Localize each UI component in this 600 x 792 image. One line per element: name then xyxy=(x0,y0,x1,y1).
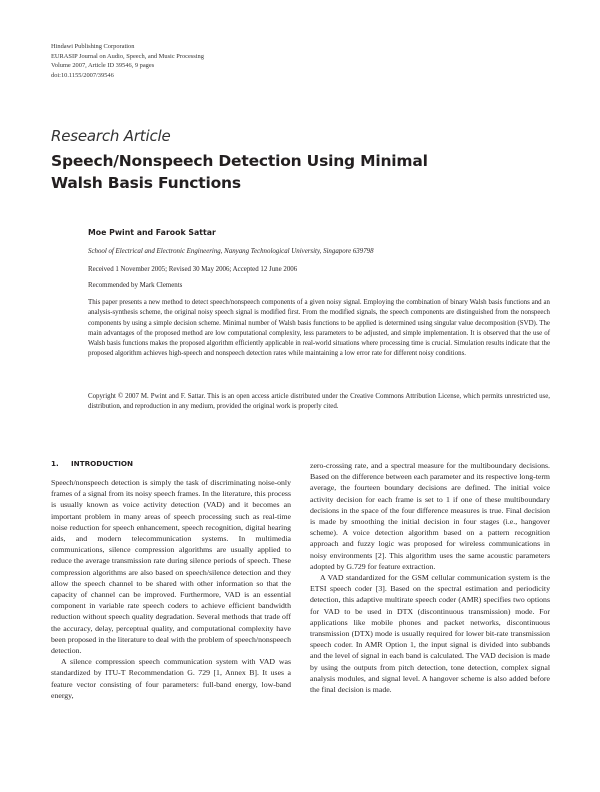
section-number: 1. xyxy=(51,459,59,468)
paragraph: A VAD standardized for the GSM cellular communication system is the ETSI speech coder [3]. Based on the spectral estimation and periodicity detection, this adaptive multirate speech coder (AMR) specifies two options for VAD to be used in DTX (discontinuous transmission) mode. For applications like mobile phones and packet networks, discontinuous transmission (DTX) mode is usually required for lower bit-rate transmission speech coder. In AMR Option 1, the input signal is divided into subbands and the level of signal in each band is calculated. The VAD decision is made by using the outputs from pitch detection, tone detection, complex signal analysis modules, and signal level. A hangover scheme is also added before the final decision is made. xyxy=(310,573,550,695)
paragraph: Speech/nonspeech detection is simply the task of discriminating noise-only frames of a signal from its noisy speech frames. In the literature, this process is usually known as voice activity detection (VAD) and it becomes an important problem in many areas of speech processing such as real-time noise reduction for speech enhancement, speech recognition, digital hearing aids, and modern telecommunication systems. In multimedia communications, silence compression algorithms are usually applied to reduce the average transmission rate during silence periods of speech. These compression algorithms are also based on speech/silence detection and they allow the speech channel to be shared with other information so that the capacity of channel can be improved. Furthermore, VAD is an essential component in variable rate speech coders to achieve efficient bandwidth reduction without speech quality degradation. Several methods that trade off the accuracy, delay, perceptual quality, and computational complexity have been proposed in the literature to deal with the problem of speech/nonspeech detection. xyxy=(51,478,291,656)
section-heading xyxy=(51,459,133,468)
left-column xyxy=(51,477,291,701)
authors: Moe Pwint and Farook Sattar xyxy=(88,228,216,237)
paragraph: A silence compression speech communication system with VAD was standardized by ITU-T Recommendation G. 729 [1, Annex B]. It uses a feature vector consisting of four parameters: full-band energy, low-band energy, xyxy=(51,657,291,700)
copyright-notice: Copyright © 2007 M. Pwint and F. Sattar. This is an open access article distributed under the Creative Commons Attribution License, which permits unrestricted use, distribution, and reproduction in any medium, provided the original work is properly cited. xyxy=(88,393,550,411)
recommended-by: Recommended by Mark Clements xyxy=(88,282,183,289)
paragraph: zero-crossing rate, and a spectral measure for the multiboundary decisions. Based on the difference between each parameter and its respective long-term average, the fourteen boundary decisions are defined. The initial voice activity decision for each frame is set to 1 if one of these multiboundary decisions in the space of the four difference measures is true. Final decision is made by smoothing the initial decision in four stages (i.e., hangover scheme). A voice detection algorithm based on a pattern recognition approach and fuzzy logic was proposed for wireless communications in noisy environments [2]. This algorithm uses the same acoustic parameters adopted by G.729 for feature extraction. xyxy=(310,461,550,571)
section-title: INTRODUCTION xyxy=(71,459,134,468)
right-column xyxy=(310,460,550,695)
article-dates: Received 1 November 2005; Revised 30 May 2006; Accepted 12 June 2006 xyxy=(88,266,298,273)
publisher-line: Hindawi Publishing Corporation xyxy=(51,43,135,50)
affiliation: School of Electrical and Electronic Engineering, Nanyang Technological University, Singapore 639798 xyxy=(88,248,374,255)
doi-line: doi:10.1155/2007/39546 xyxy=(51,71,114,79)
title-line-1: Speech/Nonspeech Detection Using Minimal xyxy=(51,152,428,170)
abstract: This paper presents a new method to detect speech/nonspeech components of a given noisy signal. Employing the combination of binary Walsh basis functions and an analysis-synthesis scheme, the original noisy speech signal is modified first. From the modified signals, the speech components are distinguished from the nonspeech components by using a simple decision scheme. Minimal number of Walsh basis functions to be applied is determined using singular value decomposition (SVD). The main advantages of the proposed method are low computational complexity, less parameters to be adjusted, and simple implementation. It is observed that the use of Walsh basis functions makes the proposed algorithm efficiently applicable in real-world situations where processing time is crucial. Simulation results indicate that the proposed algorithm achieves high-speech and nonspeech detection rates while maintaining a low error rate for different noisy conditions. xyxy=(88,299,550,358)
journal-header xyxy=(51,42,204,80)
volume-line: Volume 2007, Article ID 39546, 9 pages xyxy=(51,62,155,70)
article-type: Research Article xyxy=(51,127,171,145)
title-line-2: Walsh Basis Functions xyxy=(51,174,241,192)
journal-line: EURASIP Journal on Audio, Speech, and Music Processing xyxy=(51,52,204,60)
article-title xyxy=(51,150,428,194)
